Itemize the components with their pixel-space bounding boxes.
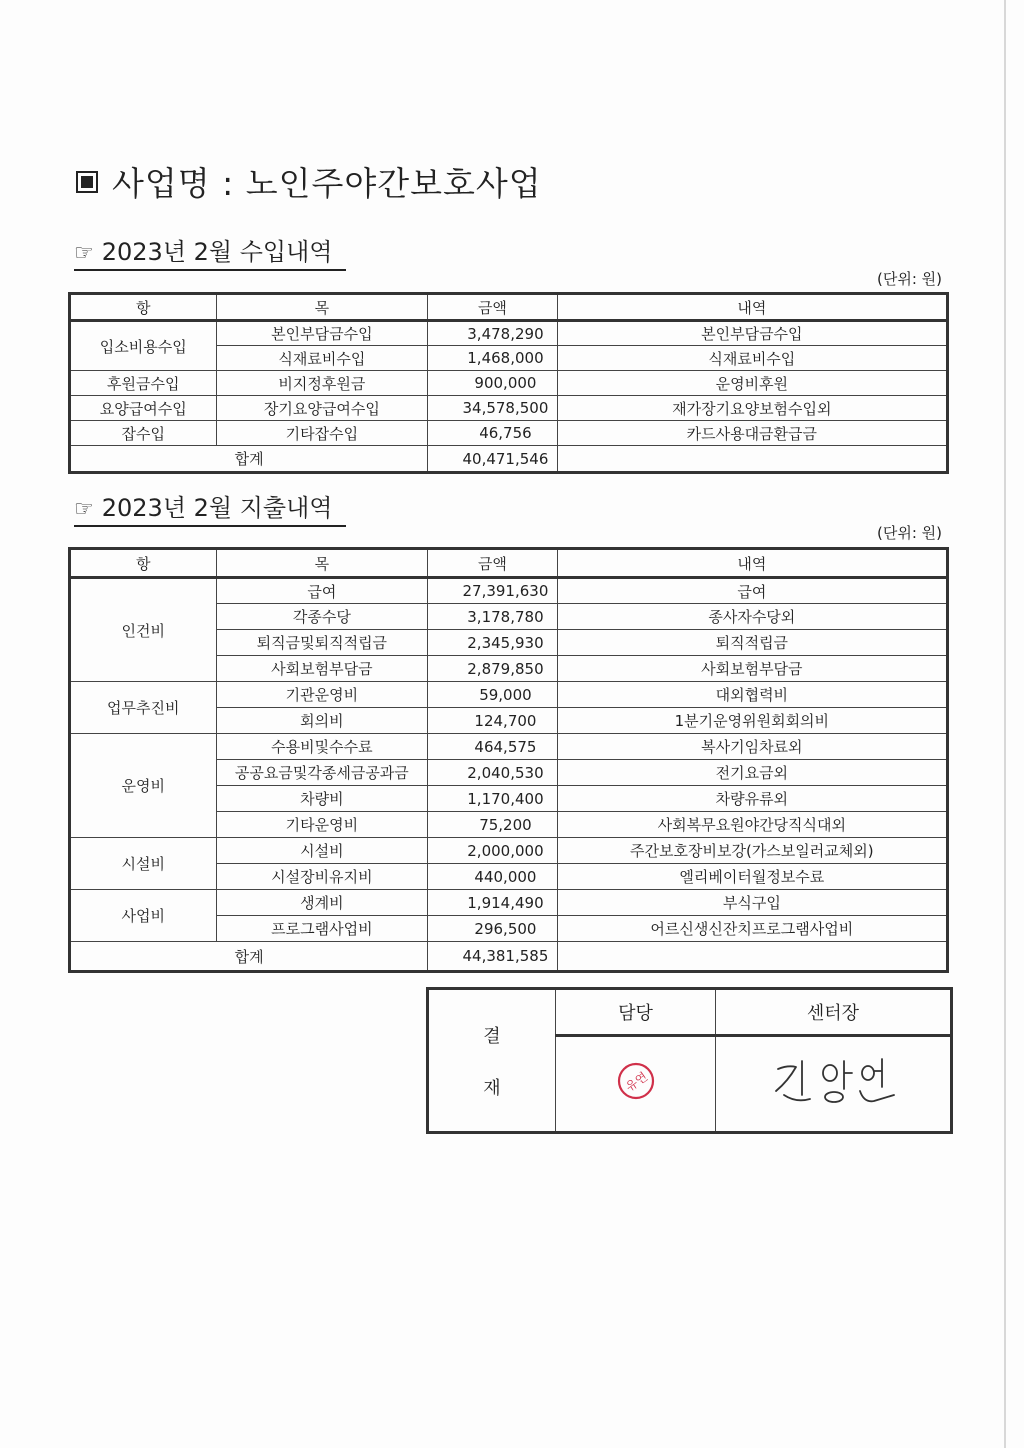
amount-cell: 900,000 bbox=[428, 371, 557, 396]
director-signature-cell bbox=[716, 1035, 952, 1132]
mok-cell: 프로그램사업비 bbox=[216, 916, 428, 942]
column-header-detail: 내역 bbox=[557, 294, 947, 321]
role-center-director: 센터장 bbox=[716, 989, 952, 1036]
mok-cell: 시설장비유지비 bbox=[216, 864, 428, 890]
detail-cell: 복사기임차료외 bbox=[557, 734, 947, 760]
mok-cell: 수용비및수수료 bbox=[216, 734, 428, 760]
table-row bbox=[70, 396, 948, 421]
total-amount: 44,381,585 bbox=[428, 942, 557, 972]
total-row bbox=[70, 446, 948, 473]
expense-unit: (단위: 원) bbox=[877, 524, 942, 542]
detail-cell: 급여 bbox=[557, 578, 947, 604]
approval-label-bottom: 재 bbox=[483, 1077, 501, 1099]
hang-cell: 입소비용수입 bbox=[70, 321, 217, 371]
approval-box bbox=[426, 987, 953, 1134]
column-header-amount: 금액 bbox=[428, 549, 557, 578]
detail-cell: 종사자수당외 bbox=[557, 604, 947, 630]
amount-cell: 440,000 bbox=[428, 864, 557, 890]
pointing-hand-icon: ☞ bbox=[74, 241, 94, 266]
mok-cell: 기타운영비 bbox=[216, 812, 428, 838]
page-edge bbox=[1004, 0, 1006, 1448]
filled-square-icon bbox=[76, 171, 98, 193]
amount-cell: 2,000,000 bbox=[428, 838, 557, 864]
hang-cell: 사업비 bbox=[70, 890, 217, 942]
staff-stamp-cell bbox=[556, 1035, 716, 1132]
amount-cell: 34,578,500 bbox=[428, 396, 557, 421]
amount-cell: 2,040,530 bbox=[428, 760, 557, 786]
hang-cell: 후원금수입 bbox=[70, 371, 217, 396]
table-row bbox=[70, 321, 948, 346]
detail-cell: 부식구입 bbox=[557, 890, 947, 916]
amount-cell: 1,914,490 bbox=[428, 890, 557, 916]
hang-cell: 인건비 bbox=[70, 578, 217, 682]
mok-cell: 공공요금및각종세금공과금 bbox=[216, 760, 428, 786]
pointing-hand-icon: ☞ bbox=[74, 497, 94, 522]
page-title bbox=[76, 158, 542, 205]
income-heading bbox=[74, 232, 346, 271]
mok-cell: 기타잡수입 bbox=[216, 421, 428, 446]
amount-cell: 296,500 bbox=[428, 916, 557, 942]
detail-cell: 어르신생신잔치프로그램사업비 bbox=[557, 916, 947, 942]
mok-cell: 장기요양급여수입 bbox=[216, 396, 428, 421]
mok-cell: 각종수당 bbox=[216, 604, 428, 630]
hang-cell: 시설비 bbox=[70, 838, 217, 890]
mok-cell: 생계비 bbox=[216, 890, 428, 916]
table-row bbox=[70, 734, 948, 760]
handwritten-signature bbox=[758, 1051, 908, 1116]
total-row bbox=[70, 942, 948, 972]
total-label: 합계 bbox=[70, 446, 428, 473]
column-header-amount: 금액 bbox=[428, 294, 557, 321]
approval-label bbox=[428, 989, 556, 1133]
seal-stamp bbox=[615, 1060, 657, 1107]
total-detail-empty bbox=[557, 446, 947, 473]
expense-table bbox=[68, 547, 949, 973]
amount-cell: 1,170,400 bbox=[428, 786, 557, 812]
hang-cell: 운영비 bbox=[70, 734, 217, 838]
amount-cell: 59,000 bbox=[428, 682, 557, 708]
detail-cell: 본인부담금수입 bbox=[557, 321, 947, 346]
column-header-hang: 항 bbox=[70, 294, 217, 321]
column-header-hang: 항 bbox=[70, 549, 217, 578]
amount-cell: 75,200 bbox=[428, 812, 557, 838]
detail-cell: 사회복무요원야간당직식대외 bbox=[557, 812, 947, 838]
amount-cell: 2,879,850 bbox=[428, 656, 557, 682]
page-title-text: 사업명 : 노인주야간보호사업 bbox=[112, 164, 542, 203]
table-row bbox=[70, 421, 948, 446]
mok-cell: 시설비 bbox=[216, 838, 428, 864]
detail-cell: 사회보험부담금 bbox=[557, 656, 947, 682]
seal-stamp-graphic bbox=[615, 1060, 657, 1102]
column-header-mok: 목 bbox=[216, 549, 428, 578]
role-staff: 담당 bbox=[556, 989, 716, 1036]
detail-cell: 엘리베이터월정보수료 bbox=[557, 864, 947, 890]
detail-cell: 식재료비수입 bbox=[557, 346, 947, 371]
detail-cell: 운영비후원 bbox=[557, 371, 947, 396]
detail-cell: 대외협력비 bbox=[557, 682, 947, 708]
table-row bbox=[70, 838, 948, 864]
svg-text:유연: 유연 bbox=[622, 1069, 650, 1095]
detail-cell: 재가장기요양보험수입외 bbox=[557, 396, 947, 421]
mok-cell: 퇴직금및퇴직적립금 bbox=[216, 630, 428, 656]
table-row bbox=[70, 682, 948, 708]
expense-heading bbox=[74, 488, 346, 527]
total-label: 합계 bbox=[70, 942, 428, 972]
detail-cell: 카드사용대금환급금 bbox=[557, 421, 947, 446]
table-row bbox=[70, 371, 948, 396]
detail-cell: 전기요금외 bbox=[557, 760, 947, 786]
table-row bbox=[70, 890, 948, 916]
table-row bbox=[70, 578, 948, 604]
detail-cell: 퇴직적립금 bbox=[557, 630, 947, 656]
income-table bbox=[68, 292, 949, 474]
column-header-mok: 목 bbox=[216, 294, 428, 321]
expense-heading-text: 2023년 2월 지출내역 bbox=[101, 494, 333, 522]
mok-cell: 차량비 bbox=[216, 786, 428, 812]
amount-cell: 27,391,630 bbox=[428, 578, 557, 604]
mok-cell: 사회보험부담금 bbox=[216, 656, 428, 682]
mok-cell: 비지정후원금 bbox=[216, 371, 428, 396]
amount-cell: 1,468,000 bbox=[428, 346, 557, 371]
amount-cell: 3,178,780 bbox=[428, 604, 557, 630]
hang-cell: 요양급여수입 bbox=[70, 396, 217, 421]
expense-header-row bbox=[70, 549, 948, 578]
total-detail-empty bbox=[557, 942, 947, 972]
mok-cell: 식재료비수입 bbox=[216, 346, 428, 371]
detail-cell: 1분기운영위원회회의비 bbox=[557, 708, 947, 734]
detail-cell: 주간보호장비보강(가스보일러교체외) bbox=[557, 838, 947, 864]
income-header-row bbox=[70, 294, 948, 321]
income-unit: (단위: 원) bbox=[877, 270, 942, 288]
amount-cell: 3,478,290 bbox=[428, 321, 557, 346]
income-heading-text: 2023년 2월 수입내역 bbox=[101, 238, 333, 266]
approval-label-top: 결 bbox=[483, 1025, 501, 1047]
column-header-detail: 내역 bbox=[557, 549, 947, 578]
mok-cell: 회의비 bbox=[216, 708, 428, 734]
amount-cell: 464,575 bbox=[428, 734, 557, 760]
mok-cell: 급여 bbox=[216, 578, 428, 604]
total-amount: 40,471,546 bbox=[428, 446, 557, 473]
hang-cell: 잡수입 bbox=[70, 421, 217, 446]
signature-graphic bbox=[758, 1051, 908, 1111]
detail-cell: 차량유류외 bbox=[557, 786, 947, 812]
mok-cell: 기관운영비 bbox=[216, 682, 428, 708]
amount-cell: 46,756 bbox=[428, 421, 557, 446]
mok-cell: 본인부담금수입 bbox=[216, 321, 428, 346]
hang-cell: 업무추진비 bbox=[70, 682, 217, 734]
approval-header-row bbox=[428, 989, 952, 1036]
amount-cell: 2,345,930 bbox=[428, 630, 557, 656]
amount-cell: 124,700 bbox=[428, 708, 557, 734]
